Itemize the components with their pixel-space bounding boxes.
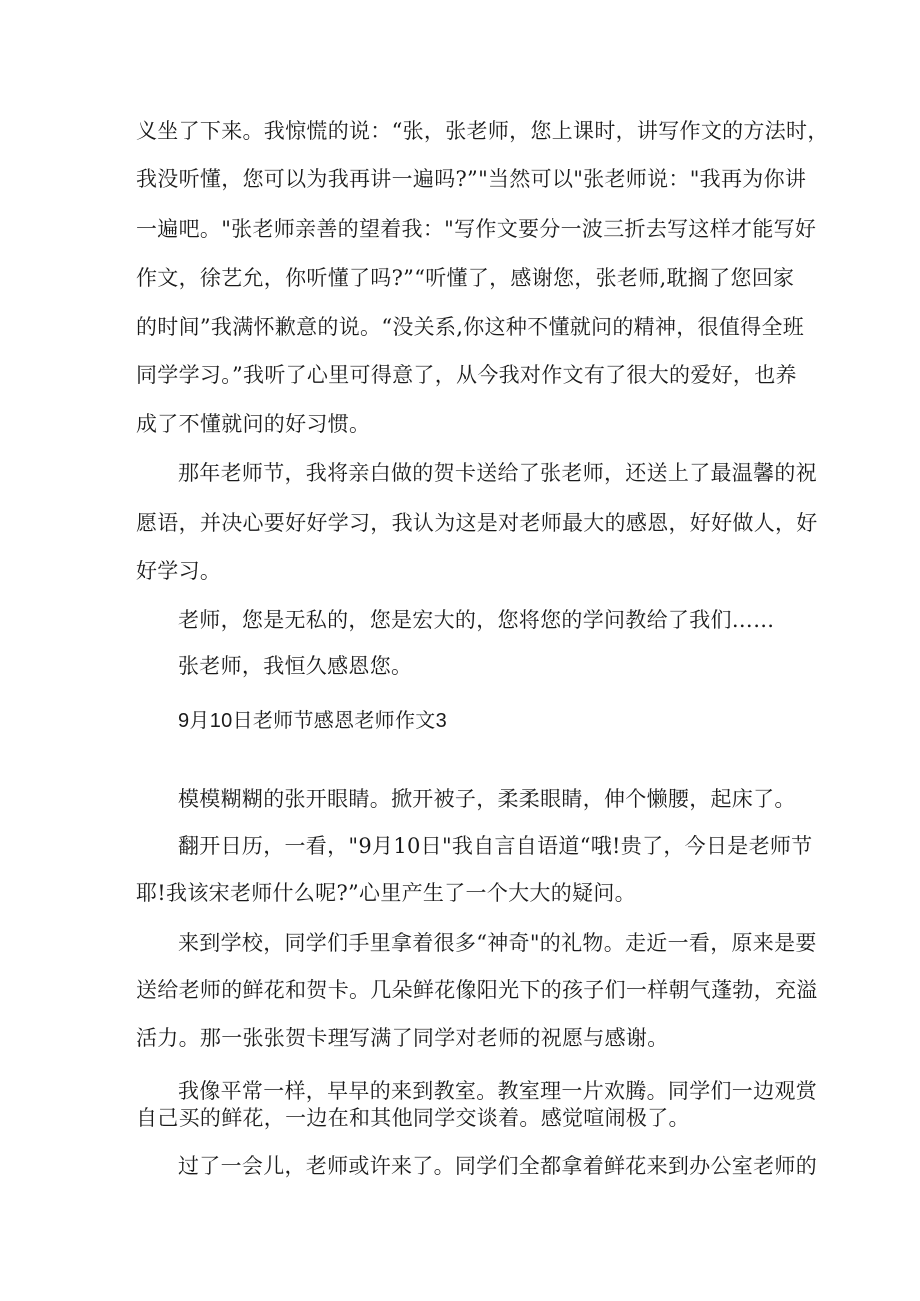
text-line: 送给老师的鲜花和贺卡。几朵鲜花像阳光下的孩子们一样朝气蓬勃，充溢 [136,978,818,1002]
text-line: 耶!我该宋老师什么呢?”心里产生了一个大大的疑问。 [136,881,636,905]
text-line: 一遍吧。"张老师亲善的望着我："写作文要分一波三折去写这样才能写好 [136,217,817,241]
text-line: 的时间”我满怀歉意的说。“没关系,你这种不懂就问的精神，很值得全班 [136,315,805,339]
text-line: 自己买的鲜花，一边在和其他同学交谈着。感觉喧闹极了。 [136,1106,690,1130]
text-line: 愿语，并决心要好好学习，我认为这是对老师最大的感恩，好好做人，好 [136,511,818,535]
text-line: 活力。那一张张贺卡理写满了同学对老师的祝愿与感谢。 [136,1026,669,1050]
text-line: 义坐了下来。我惊慌的说：“张，张老师，您上课时，讲写作文的方法时， [136,119,829,143]
paragraph-first-line: 张老师，我恒久感恩您。 [178,654,413,678]
paragraph-first-line: 过了一会儿，老师或许来了。同学们全都拿着鲜花来到办公室老师的 [178,1154,817,1178]
paragraph-first-line: 模模糊糊的张开眼睛。掀开被子，柔柔眼睛，伸个懒腰，起床了。 [178,787,796,811]
paragraph-first-line: 我像平常一样，早早的来到教室。教室理一片欢腾。同学们一边观赏 [178,1079,817,1103]
paragraph-first-line: 翻开日历，一看，"9月10日"我自言自语道“哦!贵了，今日是老师节 [178,834,813,858]
text-line: 同学学习。”我听了心里可得意了，从今我对作文有了很大的爱好，也养 [136,363,797,387]
text-line: 我没听懂，您可以为我再讲一遍吗?”"当然可以"张老师说："我再为你讲 [136,167,807,191]
text-line: 作文，徐艺允，你听懂了吗?”“听懂了，感谢您，张老师,耽搁了您回家 [136,266,795,290]
section-title: 9月10日老师节感恩老师作文3 [178,710,447,732]
text-line: 好学习。 [136,559,222,583]
paragraph-first-line: 那年老师节，我将亲白做的贺卡送给了张老师，还送上了最温馨的祝 [178,461,817,485]
paragraph-first-line: 来到学校，同学们手里拿着很多“神奇"的礼物。走近一看，原来是要 [178,931,817,955]
text-line: 成了不懂就问的好习惯。 [136,412,371,436]
paragraph-first-line: 老师，您是无私的，您是宏大的，您将您的学问教给了我们…… [178,608,775,632]
